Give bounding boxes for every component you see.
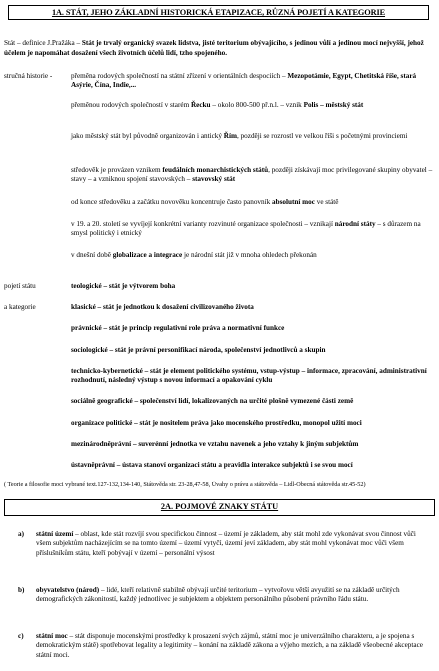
categories-label: a kategorie xyxy=(4,303,36,311)
history-item: v 19. a 20. století se vyvíjejí konkrétní varianty rozvinuté organizace společnosti – vznikají národní státy – s důrazem na smysl politický i etnický xyxy=(71,220,421,238)
category-item: sociálně geografické – společenství lidí, lokalizovaných na určité plošně vymezené části země xyxy=(71,397,354,405)
definition-prefix: Stát – definice J.Pražáka – xyxy=(4,39,82,47)
history-item: od konce středověku a začátku novověku koncentruje často panovník absolutní moc ve státě xyxy=(71,198,339,206)
category-item: mezinárodněprávní – suverénní jednotka ve vztahu navenek a jeho vztahy k jiným subjektům xyxy=(71,440,359,448)
section-1-title: 1A. STÁT, JEHO ZÁKLADNÍ HISTORICKÁ ETAPIZACE, RŮZNÁ POJETÍ A KATEGORIE xyxy=(51,8,386,17)
category-item: organizace politické – stát je nositelem práva jako mocenského prostředku, monopol užití moci xyxy=(71,419,362,427)
category-item: právnické – stát je princip regulativní role práva a normativní funkce xyxy=(71,324,285,332)
history-item: středověk je provázen vznikem feudálních monarchistických států, později získávají moc privilegované skupiny obyvatel – stavy – a vzniknou spojení stavovských – stavovský stát xyxy=(71,166,433,184)
document-page: 1A. STÁT, JEHO ZÁKLADNÍ HISTORICKÁ ETAPIZACE, RŮZNÁ POJETÍ A KATEGORIE Stát – definice J.Pražáka – Stát je trvalý organický svazek lidstva, jisté teritorium obývajícího, s jedinou vůlí a jedinou mocí nejvyšší, jehož účelem je napomáhat dosažení všech životních účelů lidí, tzho spojeného. stručná historie - přeměna rodových společností na státní zřízení v orientálních despociích – Mezopotámie, Egypt, Chetitská říše, stará Asýrie, Čína, Indie,... přeměnou rodových společností v starém Řecku – okolo 800-500 př.n.l. – vznik Polis – městský stát jako městský stát byl původně organizován i antický Řím, později se rozrostl ve velkou říši s početnými provinciemi středověk je provázen vznikem feudálních monarchistických států, později získávají moc privilegované skupiny obyvatel – stavy – a vzniknou spojení stavovských – stavovský stát od konce středověku a začátku novověku koncentruje často panovník absolutní moc ve státě v 19. a 20. století se vyvíjejí konkrétní varianty rozvinuté organizace společnosti – vznikají národní státy – s důrazem na smysl politický i etnický v dnešní době globalizace a integrace je národní stát již v mnoha ohledech překonán pojetí státu teologické – stát je výtvorem boha a kategorie klasické – stát je jednotkou k dosažení civilizovaného života právnické – stát je princip regulativní role práva a normativní funkce sociologické – stát je právní personifikací národa, společenství jednotlivců a skupin technicko-kybernetické – stát je element politického systému, vstup-výstup – informace, zpracování, administrativní rozhodnutí, následný výstup s novou informací a opakování cyklu sociálně geografické – společenství lidí, lokalizovaných na určité plošně vymezené části země organizace politické – stát je nositelem práva jako mocenského prostředku, monopol užití moci mezinárodněprávní – suverénní jednotka ve vztahu navenek a jeho vztahy k jiným subjektům ústavněprávní – ústava stanoví organizaci státu a pravidla interakce subjektů i se svou mocí ( Teorie a filosofie moci vybrané text.127-132,134-140, Státověda str. 23-28,47-58, Úvahy o právu a státověda – Lidl-Obecná státověda str.45-52) 2A. POJMOVÉ ZNAKY STÁTU a) státní území – oblast, kde stát rozvíjí svou specifickou činnost – území je základem, aby stát mohl zde vykonávat svou činnost vůči všem subjektům nacházejícím se na tomto území – území vytyčí, území jeví základem, aby stát mohl vykonávat moc vůči všem příslušníkům státu, kteří pobývají v území – personální výsost b) obyvatelstvo (národ) – lidé, kteří relativně stabilně obývají určité teritorium – vytvořovu větší avyužití se na základě určitých demografických zákonitostí, každý jednotlivec je subjektem a objektem personálního působení právního řádu státu. c) státní moc – stát disponuje mocenskými prostředky k prosazení svých zájmů, státní moc je univerzálního charakteru, a je spojena s demokratickým státě) spotřebovat legality a legitimity – konání na základě zákona a výjeho mezích, a na základě všeobecné akceptace státní moci. xyxy=(0,0,439,671)
history-item: jako městský stát byl původně organizován i antický Řím, později se rozrostl ve velkou říši s početnými provinciemi xyxy=(71,132,408,140)
category-item: sociologické – stát je právní personifikací národa, společenství jednotlivců a skupin xyxy=(71,346,326,354)
source-references: ( Teorie a filosofie moci vybrané text.127-132,134-140, Státověda str. 23-28,47-58, Úvahy o právu a státověda – Lidl-Obecná státověda str.45-52) xyxy=(4,481,366,488)
category-item: ústavněprávní – ústava stanoví organizaci státu a pravidla interakce subjektů i se svou mocí xyxy=(71,461,353,469)
category-item: klasické – stát je jednotkou k dosažení civilizovaného života xyxy=(71,303,254,311)
concepts-label: pojetí státu xyxy=(4,282,36,290)
concept-item: teologické – stát je výtvorem boha xyxy=(71,282,176,290)
category-item: technicko-kybernetické – stát je element politického systému, vstup-výstup – informace, zpracování, administrativní rozhodnutí, následný výstup s novou informací a opakování cyklu xyxy=(71,367,427,385)
history-label: stručná historie - xyxy=(4,72,53,80)
definition-text: Stát je trvalý organický svazek lidstva, jisté teritorium obývajícího, s jedinou vůlí a jedinou mocí nejvyšší, jehož účelem je napomáhat dosažení všech životních účelů lidí, tzho spojeného. xyxy=(4,39,424,57)
section-1-title-box xyxy=(8,5,429,20)
history-item: přeměna rodových společností na státní zřízení v orientálních despociích – Mezopotámie, Egypt, Chetitská říše, stará Asýrie, Čína, Indie,... xyxy=(71,72,417,90)
state-definition xyxy=(4,39,435,58)
history-item: přeměnou rodových společností v starém Řecku – okolo 800-500 př.n.l. – vznik Polis – městský stát xyxy=(71,101,364,109)
history-item: v dnešní době globalizace a integrace je národní stát již v mnoha ohledech překonán xyxy=(71,251,317,259)
section-2-title: 2A. POJMOVÉ ZNAKY STÁTU xyxy=(160,502,279,511)
